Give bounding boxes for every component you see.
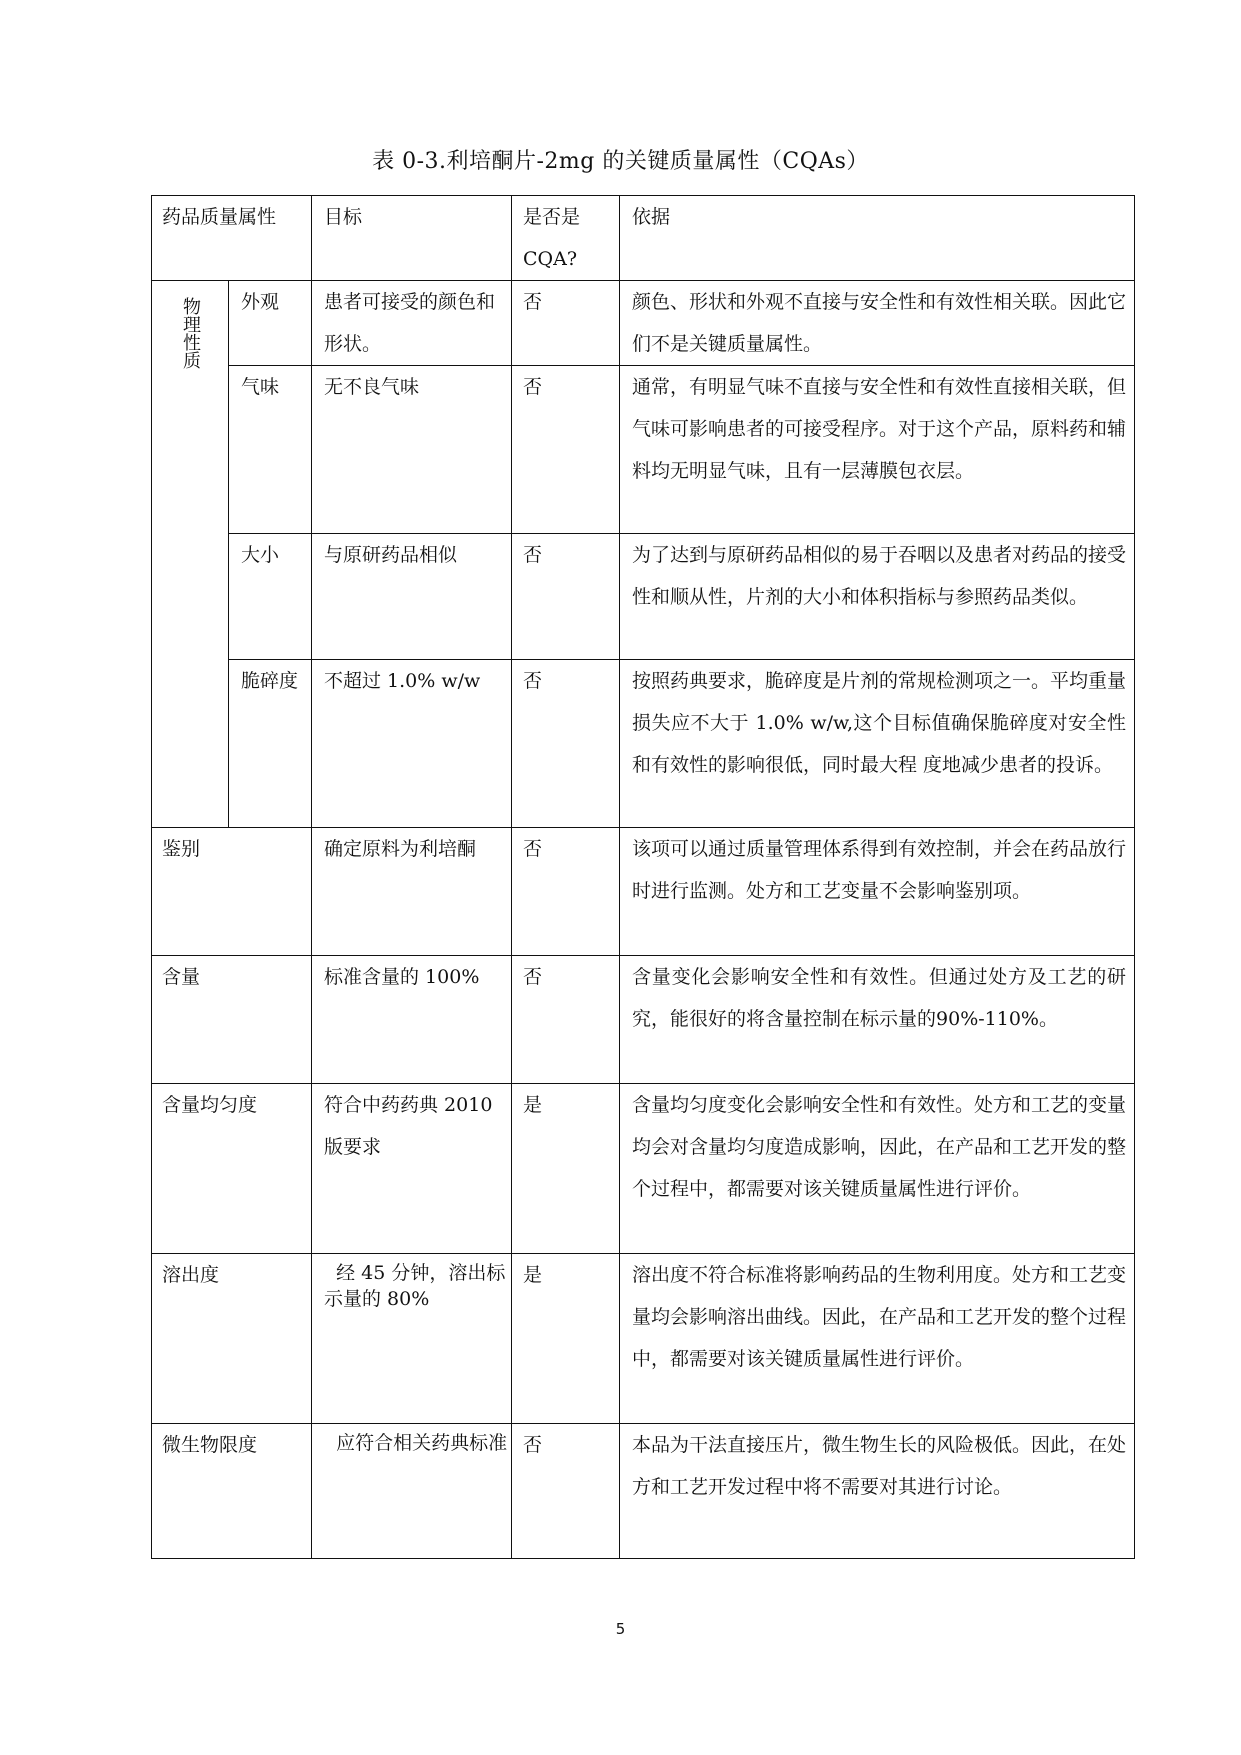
property-cell: 溶出度 bbox=[152, 1254, 312, 1424]
is-cqa-cell: 否 bbox=[512, 366, 620, 534]
is-cqa-cell: 是 bbox=[512, 1084, 620, 1254]
group-label: 物理性质 bbox=[180, 297, 201, 369]
is-cqa-cell: 否 bbox=[512, 534, 620, 660]
is-cqa-cell: 否 bbox=[512, 1424, 620, 1559]
cqa-table bbox=[151, 195, 1135, 1559]
table-row bbox=[152, 1254, 1135, 1424]
target-cell: 确定原料为利培酮 bbox=[312, 828, 512, 956]
basis-cell: 按照药典要求，脆碎度是片剂的常规检测项之一。平均重量损失应不大于 1.0% w/w,这个目标值确保脆碎度对安全性和有效性的影响很低，同时最大程 度地减少患者的投诉。 bbox=[620, 660, 1135, 828]
table-row bbox=[152, 828, 1135, 956]
header-property: 药品质量属性 bbox=[152, 196, 312, 281]
property-cell: 鉴别 bbox=[152, 828, 312, 956]
basis-cell: 为了达到与原研药品相似的易于吞咽以及患者对药品的接受性和顺从性，片剂的大小和体积指标与参照药品类似。 bbox=[620, 534, 1135, 660]
basis-cell: 含量均匀度变化会影响安全性和有效性。处方和工艺的变量均会对含量均匀度造成影响，因此，在产品和工艺开发的整个过程中，都需要对该关键质量属性进行评价。 bbox=[620, 1084, 1135, 1254]
is-cqa-cell: 否 bbox=[512, 281, 620, 366]
target-cell: 标准含量的 100% bbox=[312, 956, 512, 1084]
property-cell: 含量均匀度 bbox=[152, 1084, 312, 1254]
basis-cell: 该项可以通过质量管理体系得到有效控制，并会在药品放行时进行监测。处方和工艺变量不会影响鉴别项。 bbox=[620, 828, 1135, 956]
property-cell: 大小 bbox=[229, 534, 312, 660]
group-physical-properties bbox=[152, 281, 229, 828]
table-row bbox=[152, 660, 1135, 828]
target-cell: 患者可接受的颜色和形状。 bbox=[312, 281, 512, 366]
header-is-cqa: 是否是CQA? bbox=[512, 196, 620, 281]
basis-cell: 含量变化会影响安全性和有效性。但通过处方及工艺的研究，能很好的将含量控制在标示量的90%-110%。 bbox=[620, 956, 1135, 1084]
property-cell: 微生物限度 bbox=[152, 1424, 312, 1559]
property-cell: 含量 bbox=[152, 956, 312, 1084]
table-caption: 表 0-3.利培酮片-2mg 的关键质量属性（CQAs） bbox=[372, 149, 869, 174]
property-cell: 脆碎度 bbox=[229, 660, 312, 828]
is-cqa-cell: 否 bbox=[512, 660, 620, 828]
table-row bbox=[152, 281, 1135, 366]
target-cell: 与原研药品相似 bbox=[312, 534, 512, 660]
target-cell: 应符合相关药典标准 bbox=[312, 1424, 512, 1559]
is-cqa-cell: 是 bbox=[512, 1254, 620, 1424]
property-cell: 气味 bbox=[229, 366, 312, 534]
basis-cell: 本品为干法直接压片，微生物生长的风险极低。因此，在处方和工艺开发过程中将不需要对其进行讨论。 bbox=[620, 1424, 1135, 1559]
table-row bbox=[152, 956, 1135, 1084]
target-cell: 符合中药药典 2010 版要求 bbox=[312, 1084, 512, 1254]
is-cqa-cell: 否 bbox=[512, 828, 620, 956]
basis-cell: 颜色、形状和外观不直接与安全性和有效性相关联。因此它们不是关键质量属性。 bbox=[620, 281, 1135, 366]
basis-cell: 溶出度不符合标准将影响药品的生物利用度。处方和工艺变量均会影响溶出曲线。因此，在产品和工艺开发的整个过程中，都需要对该关键质量属性进行评价。 bbox=[620, 1254, 1135, 1424]
property-cell: 外观 bbox=[229, 281, 312, 366]
table-row bbox=[152, 1424, 1135, 1559]
target-cell: 无不良气味 bbox=[312, 366, 512, 534]
target-cell: 不超过 1.0% w/w bbox=[312, 660, 512, 828]
target-cell: 经 45 分钟，溶出标示量的 80% bbox=[312, 1254, 512, 1424]
table-row bbox=[152, 534, 1135, 660]
page-number: 5 bbox=[615, 1620, 626, 1638]
basis-cell: 通常，有明显气味不直接与安全性和有效性直接相关联，但气味可影响患者的可接受程序。对于这个产品，原料药和辅料均无明显气味，且有一层薄膜包衣层。 bbox=[620, 366, 1135, 534]
header-basis: 依据 bbox=[620, 196, 1135, 281]
table-row bbox=[152, 366, 1135, 534]
header-target: 目标 bbox=[312, 196, 512, 281]
is-cqa-cell: 否 bbox=[512, 956, 620, 1084]
header-row bbox=[152, 196, 1135, 281]
table-row bbox=[152, 1084, 1135, 1254]
